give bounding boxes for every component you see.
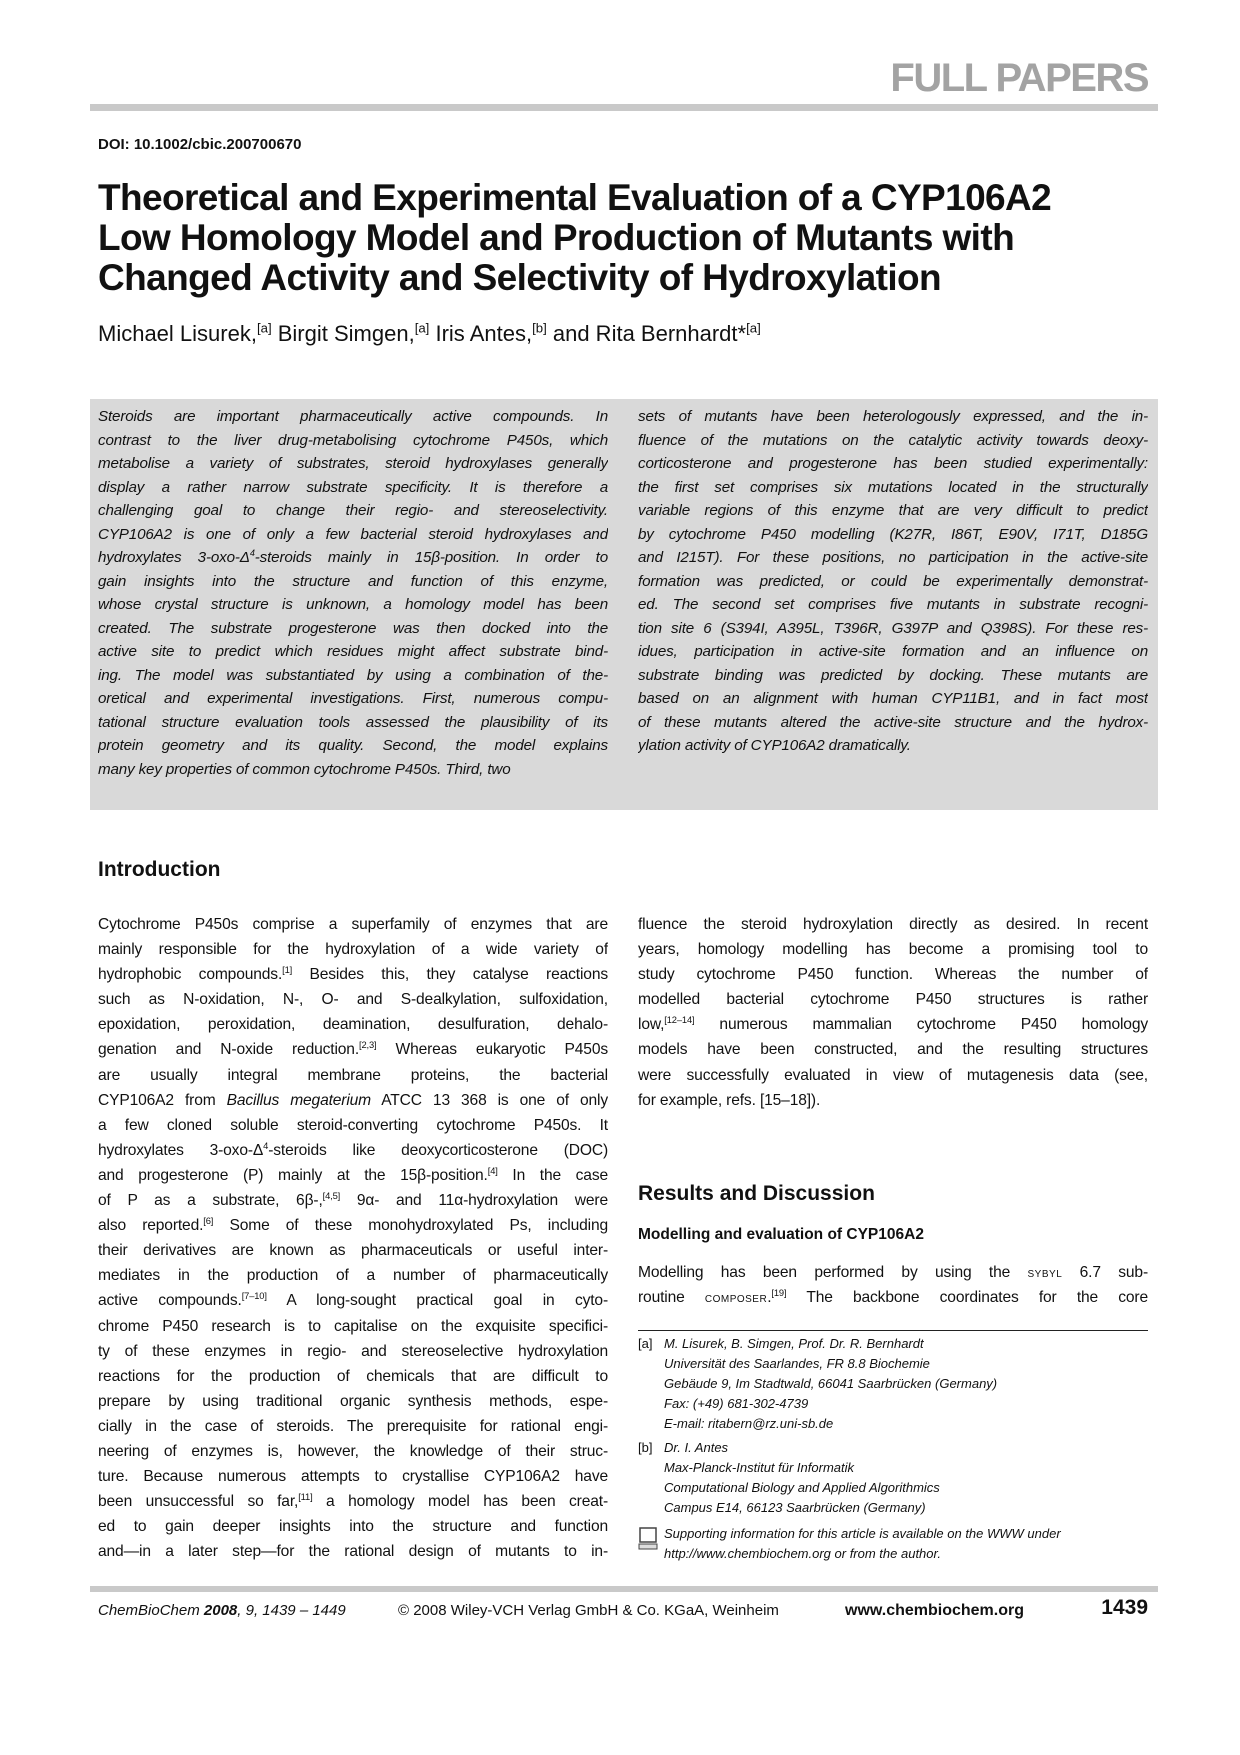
header-rule [90,104,1158,111]
text-line: based on an alignment with human CYP11B1, and in fact most [638,690,1148,707]
footnote-label: [a] [638,1336,653,1351]
citation-superscript: [19] [771,1287,787,1298]
journal-citation [98,1602,346,1619]
supporting-info-text: Supporting information for this article is available on the WWW under [664,1526,1061,1541]
text-line: challenging goal to change their regio- and stereoselectivity. [98,502,608,519]
italic-text: Bacillus megaterium [226,1091,372,1109]
text-line: ed. The second set comprises five mutants in substrate recogni- [638,596,1148,613]
footnote-email[interactable]: E-mail: ritabern@rz.uni-sb.de [664,1416,834,1431]
text-line: idues, participation in active-site formation and an influence on [638,643,1148,660]
text-line: protein geometry and its quality. Second, the model explains [98,737,608,754]
title-line: Changed Activity and Selectivity of Hydroxylation [98,257,942,298]
text-line: Modelling has been performed by using the sybyl 6.7 sub- [638,1264,1148,1281]
text-line: fluence the steroid hydroxylation directly as desired. In recent [638,916,1148,933]
text-line: active site to predict which residues might affect substrate bind- [98,643,608,660]
journal-name: ChemBioChem [98,1602,200,1619]
footnote-line: Gebäude 9, Im Stadtwald, 66041 Saarbrücken (Germany) [664,1376,998,1391]
title-line: Low Homology Model and Production of Mutants with [98,217,1015,258]
journal-year: 2008 [203,1602,238,1619]
text-line: CYP106A2 is one of only a few bacterial steroid hydroxylases and [98,525,608,543]
text-line: hydroxylates $3-oxo-\Delta^4$-steroids mainly in 15β-position. In order to [98,547,608,566]
text-line: created. The substrate progesterone was then docked into the [98,619,608,637]
text-line: neering of enzymes is, however, the knowledge of their struc- [98,1442,608,1460]
citation-superscript: [11] [298,1491,313,1502]
footer-rule [90,1586,1158,1592]
text-line: for example, refs. [15–18]). [638,1091,821,1109]
citation-superscript: [2,3] [359,1040,377,1051]
text-line: ture. Because numerous attempts to crystallise CYP106A2 have [98,1468,608,1486]
citation-superscript: [12–14] [664,1015,695,1026]
text-line: modelled bacterial cytochrome P450 structures is rather [638,991,1148,1009]
page-number: 1439 [1101,1596,1148,1619]
text-line: reactions for the production of chemicals that are difficult to [98,1367,608,1385]
text-line: mediates in the production of a number of pharmaceutically [98,1267,608,1285]
text-line: metabolise a variety of substrates, steroid hydroxylases generally [98,455,608,472]
text-line: genation and N-oxide reduction.[2,3] Whereas eukaryotic P450s [98,1040,608,1059]
text-line: of these mutants altered the active-site structure and the hydrox- [638,713,1148,731]
text-line: gain insights into the structure and function of this enzyme, [98,572,608,590]
text-line: hydroxylates $3-oxo-\Delta^4$-steroids like deoxycorticosterone (DOC) [98,1140,608,1159]
text-line: mainly responsible for the hydroxylation of a wide variety of [98,941,608,959]
footnote-line: M. Lisurek, B. Simgen, Prof. Dr. R. Bernhardt [664,1336,924,1351]
footnote-a [638,1334,1158,1434]
text-line: years, homology modelling has become a promising tool to [638,941,1148,959]
text-line: display a rather narrow substrate specificity. It is therefore a [98,478,608,496]
article-title [98,178,1051,298]
intro-column-left [98,912,608,1564]
text-line: variable regions of this enzyme that are very difficult to predict [638,502,1148,519]
text-line: hydrophobic compounds.[1] Besides this, they catalyse reactions [98,965,608,984]
citation-superscript: 4 [263,1140,269,1151]
citation-superscript: [4] [487,1165,498,1176]
citation-superscript: [1] [282,965,293,975]
text-line: substrate binding was predicted by docking. These mutants are [638,666,1148,684]
text-line: by cytochrome P450 modelling (K27R, I86T, E90V, I71T, D185G [638,525,1148,543]
affiliation-mark: [b] [532,320,547,336]
author-list [98,321,761,347]
footnote-label: [b] [638,1440,653,1455]
text-line: active compounds.[7–10] A long-sought practical goal in cyto- [98,1291,608,1310]
text-line: sets of mutants have been heterologously expressed, and the in- [638,408,1148,425]
footnote-line: Max-Planck-Institut für Informatik [664,1460,854,1475]
text-line: Cytochrome P450s comprise a superfamily of enzymes that are [98,916,608,933]
intro-column-right [638,912,1148,1113]
footnote-line: Universität des Saarlandes, FR 8.8 Biochemie [664,1356,930,1371]
text-line: chrome P450 research is to capitalise on the exquisite specifici- [98,1317,608,1335]
text-line: also reported.[6] Some of these monohydroxylated Ps, including [98,1215,608,1235]
text-line: Steroids are important pharmaceutically active compounds. In [98,408,608,425]
text-line: and progesterone (P) mainly at the 15β-position.[4] In the case [98,1165,608,1184]
affiliation-mark: [a] [256,320,272,336]
footnote-rule [638,1330,1148,1331]
section-label: FULL PAPERS [890,56,1148,100]
text-line: the first set comprises six mutations located in the structurally [638,478,1148,496]
footnote-line: Fax: (+49) 681-302-4739 [664,1396,809,1411]
text-line: contrast to the liver drug-metabolising cytochrome P450s, which [98,431,608,449]
text-line: oretical and experimental investigations. First, numerous compu- [98,690,608,707]
text-line: ty of these enzymes in regio- and stereoselective hydroxylation [98,1342,608,1360]
introduction-heading: Introduction [98,858,221,881]
author-name: Michael Lisurek, [98,321,257,346]
results-heading: Results and Discussion [638,1182,875,1205]
text-line: were successfully evaluated in view of mutagenesis data (see, [638,1066,1148,1084]
author-name: Birgit Simgen, [271,321,415,346]
text-line: fluence of the mutations on the catalytic activity towards deoxy- [638,431,1148,449]
text-line: CYP106A2 from Bacillus megaterium ATCC 13 368 is one of only [98,1091,608,1109]
website-link[interactable]: www.chembiochem.org [845,1602,1024,1619]
supporting-info [638,1524,1178,1564]
affiliation-mark: [a] [414,320,430,336]
text-line: prepare by using traditional organic synthesis methods, espe- [98,1392,608,1410]
computer-icon [638,1527,658,1557]
text-line: formation was predicted, or could be experimentally demonstrat- [638,572,1148,590]
results-text [638,1260,1148,1310]
citation-superscript: [7–10] [241,1291,267,1302]
text-line: their derivatives are known as pharmaceuticals or useful inter- [98,1242,608,1260]
footnote-b [638,1438,1158,1518]
journal-volume-pages: , 9, 1439 – 1449 [237,1602,346,1619]
citation-superscript: 4 [249,547,255,558]
text-line: tational structure evaluation tools assessed the plausibility of its [98,713,608,731]
abstract-column-left [98,405,608,781]
text-line: and—in a later step—for the rational design of mutants to in- [98,1543,608,1561]
affiliation-mark: [a] [746,320,761,336]
text-line: ylation activity of CYP106A2 dramatically. [638,737,911,754]
footnote-line: Dr. I. Antes [664,1440,729,1455]
text-line: whose crystal structure is unknown, a homology model has been [98,596,608,613]
text-line: and I215T). For these positions, no participation in the active-site [638,549,1148,566]
citation-superscript: [4,5] [322,1190,341,1201]
text-line: such as N-oxidation, N-, O- and S-dealkylation, sulfoxidation, [98,991,608,1009]
software-name: sybyl [1027,1265,1063,1281]
results-subheading: Modelling and evaluation of CYP106A2 [638,1226,924,1243]
supporting-info-link[interactable]: http://www.chembiochem.org or from the author. [664,1546,941,1561]
abstract-column-right [638,405,1148,758]
author-name: and Rita Bernhardt* [546,321,747,346]
text-line: a few cloned soluble steroid-converting cytochrome P450s. It [98,1116,608,1134]
text-line: many key properties of common cytochrome P450s. Third, two [98,760,511,778]
text-line: models have been constructed, and the resulting structures [638,1041,1148,1059]
copyright: © 2008 Wiley-VCH Verlag GmbH & Co. KGaA, Weinheim [398,1602,779,1619]
footnote-line: Campus E14, 66123 Saarbrücken (Germany) [664,1500,926,1515]
text-line: routine composer.[19] The backbone coordinates for the core [638,1287,1148,1307]
footnote-line: Computational Biology and Applied Algorithmics [664,1480,940,1495]
text-line: ing. The model was substantiated by using a combination of the- [98,666,608,684]
abstract-box [90,399,1158,810]
text-line: are usually integral membrane proteins, the bacterial [98,1066,608,1084]
text-line: corticosterone and progesterone has been studied experimentally: [638,455,1148,472]
author-name: Iris Antes, [429,321,533,346]
software-name: composer [704,1290,768,1307]
text-line: low,[12–14] numerous mammalian cytochrome P450 homology [638,1015,1148,1034]
text-line: been unsuccessful so far,[11] a homology model has been creat- [98,1491,608,1511]
doi: DOI: 10.1002/cbic.200700670 [98,136,302,153]
text-line: of P as a substrate, 6β-,[4,5] 9α- and 11α-hydroxylation were [98,1190,608,1210]
text-line: ed to gain deeper insights into the structure and function [98,1518,608,1536]
text-line: cially in the case of steroids. The prerequisite for rational engi- [98,1417,608,1435]
text-line: tion site 6 (S394I, A395L, T396R, G397P and Q398S). For these res- [638,619,1148,637]
citation-superscript: [6] [203,1215,214,1226]
title-line: Theoretical and Experimental Evaluation of a CYP106A2 [98,177,1052,218]
text-line: epoxidation, peroxidation, deamination, desulfuration, dehalo- [98,1016,608,1034]
text-line: study cytochrome P450 function. Whereas the number of [638,966,1148,984]
